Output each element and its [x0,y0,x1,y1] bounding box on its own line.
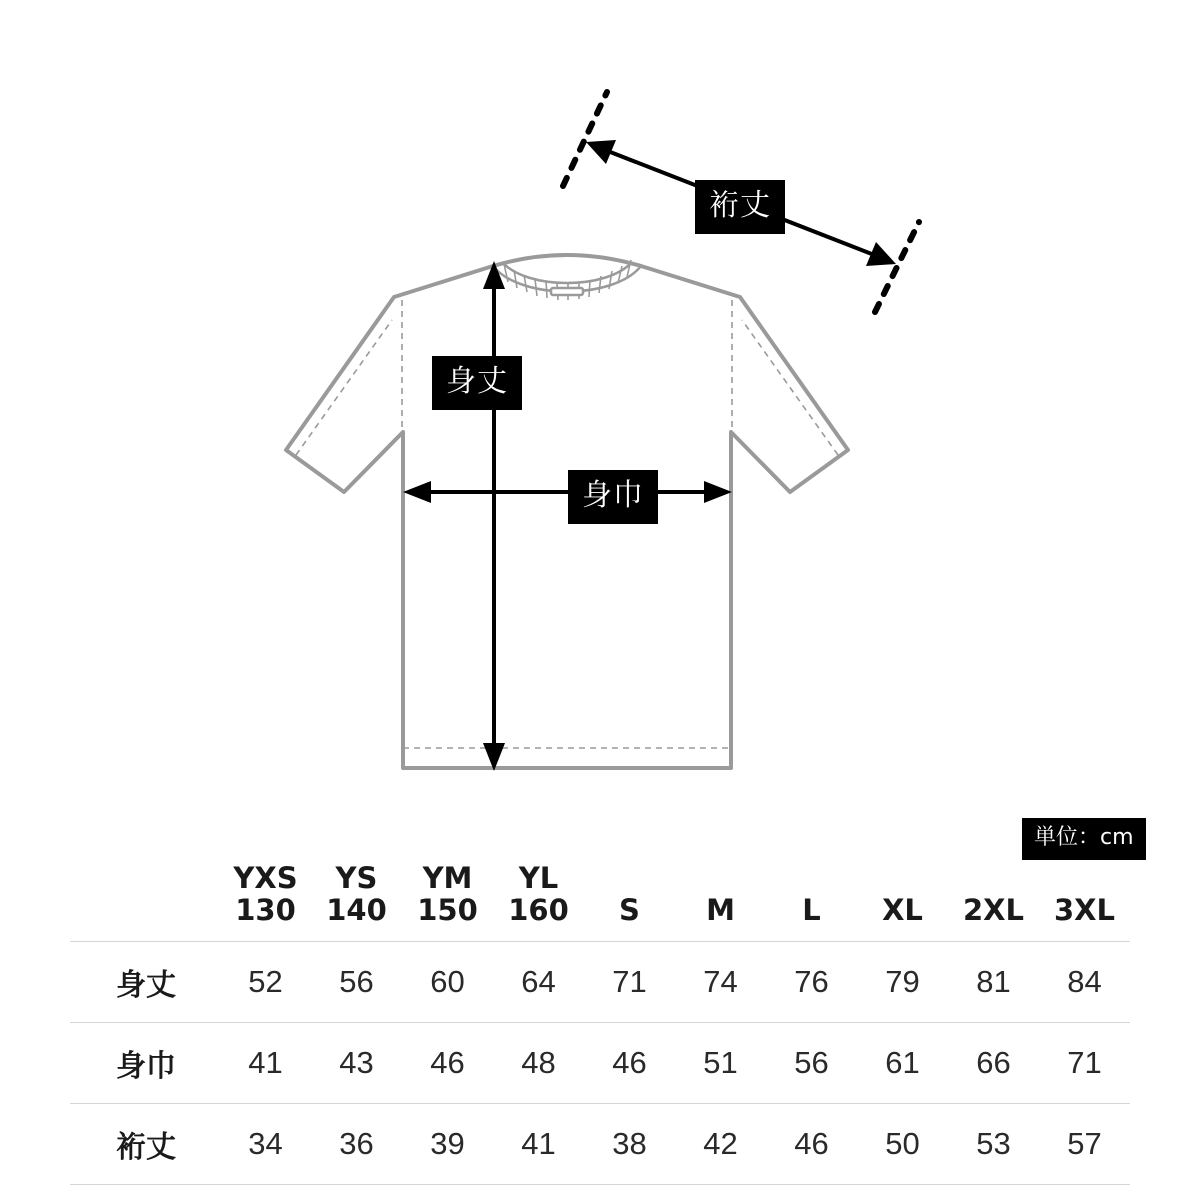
table-row [70,1022,1130,1103]
cell-0-3: 64 [521,963,556,999]
cell-0-4: 71 [612,963,647,999]
col-9-main: 3XL [1053,893,1116,928]
table-row [70,1103,1130,1184]
unit-note: 単位：cm [1022,818,1146,860]
tshirt-outline [286,255,848,768]
cell-2-7: 50 [885,1125,920,1161]
table-header-rowlabel [70,862,220,941]
cell-2-4: 38 [612,1125,647,1161]
cell-2-8: 53 [976,1125,1011,1161]
cell-1-8: 66 [976,1044,1011,1080]
cell-0-6: 76 [794,963,829,999]
col-2-sub: YM [422,861,473,895]
cell-0-8: 81 [976,963,1011,999]
cell-0-7: 79 [885,963,920,999]
cell-1-3: 48 [521,1044,556,1080]
cell-2-3: 41 [521,1125,556,1161]
col-6-main: L [802,893,821,928]
col-3-sub: YL [518,861,559,895]
table-header-row [70,862,1130,941]
col-7-main: XL [882,893,923,928]
cell-0-5: 74 [703,963,738,999]
cell-1-7: 61 [885,1044,920,1080]
cell-2-5: 42 [703,1125,738,1161]
row-label-sleeve-length: 裄丈 [116,1129,176,1165]
cell-0-9: 84 [1067,963,1102,999]
row-label-body-length: 身丈 [116,967,176,1003]
cell-1-5: 51 [703,1044,738,1080]
cell-2-2: 39 [430,1125,465,1161]
cell-1-4: 46 [612,1044,647,1080]
size-table-container [70,862,1130,1185]
label-body-width: 身巾 [568,470,658,524]
cell-1-9: 71 [1067,1044,1102,1080]
table-header-col-1 [311,862,402,941]
row-label-body-width: 身巾 [116,1048,176,1084]
table-header-col-7 [857,862,948,941]
table-header-col-4 [584,862,675,941]
cell-2-6: 46 [794,1125,829,1161]
cell-1-6: 56 [794,1044,829,1080]
cell-0-2: 60 [430,963,465,999]
cell-1-1: 43 [339,1044,374,1080]
col-4-main: S [619,893,640,928]
table-header-col-8 [948,862,1039,941]
table-header-col-3 [493,862,584,941]
table-header-col-9 [1039,862,1130,941]
cell-0-1: 56 [339,963,374,999]
label-body-length: 身丈 [432,356,522,410]
col-0-sub: YXS [233,861,298,895]
cell-2-9: 57 [1067,1125,1102,1161]
cell-1-0: 41 [248,1044,283,1080]
cell-2-1: 36 [339,1125,374,1161]
col-0-main: 130 [235,893,296,928]
table-header-col-2 [402,862,493,941]
cell-2-0: 34 [248,1125,283,1161]
table-header-col-6 [766,862,857,941]
col-1-sub: YS [335,861,378,895]
col-5-main: M [706,893,735,928]
col-3-main: 160 [508,893,569,928]
table-row [70,941,1130,1022]
col-8-main: 2XL [962,893,1025,928]
size-table [70,862,1130,1185]
cell-0-0: 52 [248,963,283,999]
cell-1-2: 46 [430,1044,465,1080]
label-sleeve-length: 裄丈 [695,180,785,234]
col-1-main: 140 [326,893,387,928]
col-2-main: 150 [417,893,478,928]
table-header-col-5 [675,862,766,941]
table-header-col-0 [220,862,311,941]
